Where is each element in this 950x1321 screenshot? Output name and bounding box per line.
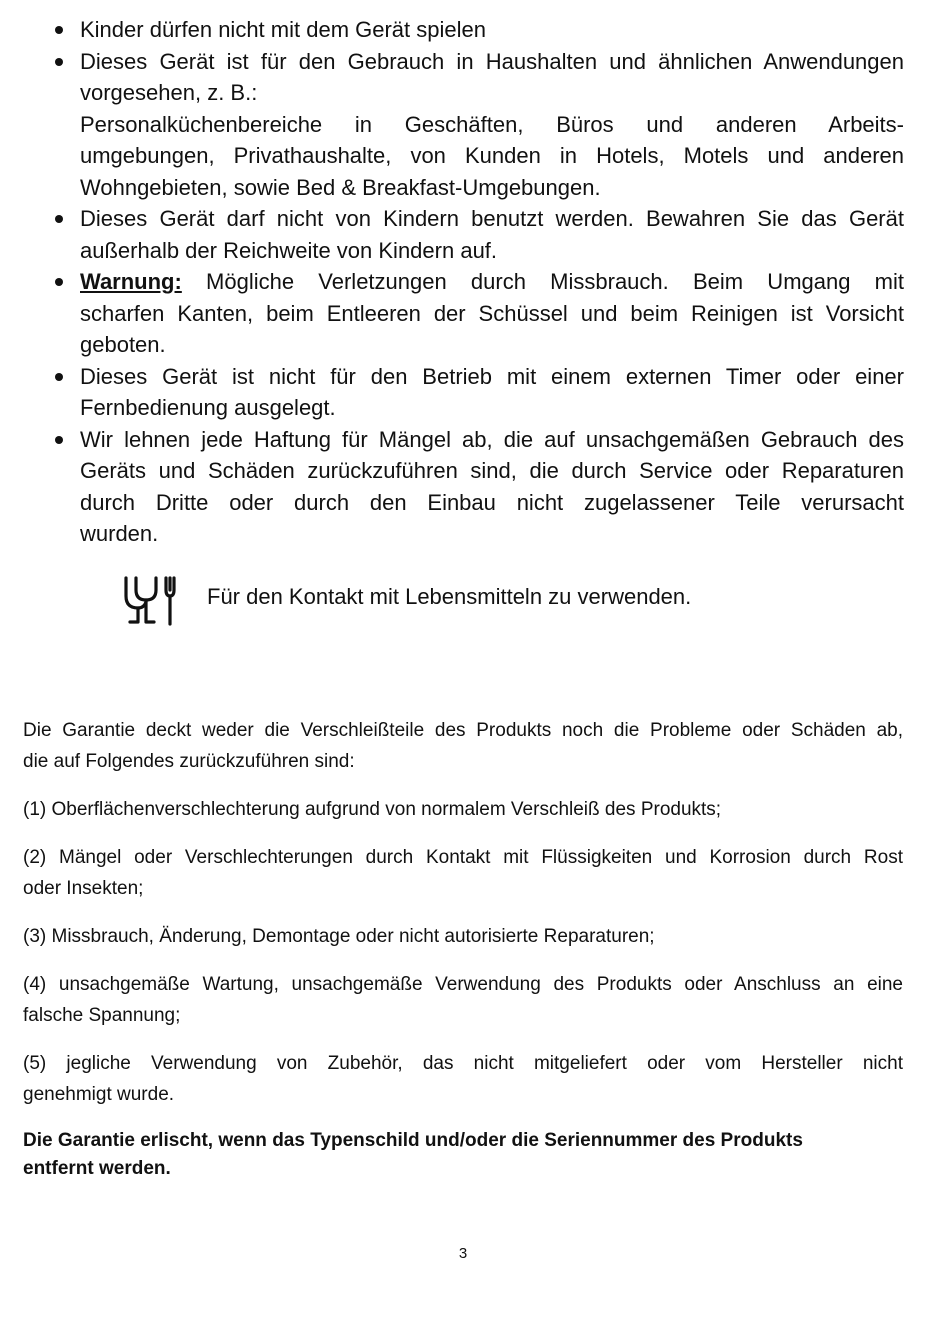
- bullet-item: [0, 203, 950, 266]
- warranty-section: [23, 715, 903, 1200]
- warranty-line: die auf Folgendes zurückzuführen sind:: [23, 751, 355, 772]
- warranty-exclusion-item: [23, 794, 903, 825]
- bullet-line: Dieses Gerät ist nicht für den Betrieb mit einem externen Timer oder einer: [80, 363, 904, 389]
- bullet-line: Dieses Gerät darf nicht von Kindern benutzt werden. Bewahren Sie das Gerät: [80, 206, 904, 231]
- warranty-void-notice: [23, 1127, 903, 1183]
- warranty-line: oder Insekten;: [23, 878, 144, 899]
- bullet-line: [80, 266, 904, 298]
- warranty-line: entfernt werden.: [23, 1158, 171, 1179]
- bullet-line: Dieses Gerät ist für den Gebrauch in Haushalten und ähnlichen Anwendungen: [80, 48, 904, 74]
- warranty-intro: [23, 715, 903, 777]
- bullet-line: Kinder dürfen nicht mit dem Gerät spielen: [80, 17, 486, 42]
- warranty-line: (1) Oberflächenverschlechterung aufgrund von normalem Verschleiß des Produkts;: [23, 799, 722, 820]
- bullet-item-warning: [0, 266, 950, 361]
- bullet-item: [0, 14, 950, 46]
- bullet-line: umgebungen, Privathaushalte, von Kunden in Hotels, Motels und anderen: [80, 143, 904, 168]
- bullet-item: [0, 424, 950, 550]
- bullet-line: durch Dritte oder durch den Einbau nicht zugelassener Teile verursacht: [80, 489, 904, 515]
- bullet-item: [0, 361, 950, 424]
- bullet-dot: [55, 278, 63, 286]
- warranty-exclusion-item: [23, 969, 903, 1031]
- bullet-line: geboten.: [80, 332, 166, 357]
- glass-fork-food-safe-icon: [122, 574, 178, 628]
- page-number: 3: [458, 1245, 468, 1262]
- food-contact-text: Für den Kontakt mit Lebensmitteln zu verwenden.: [207, 584, 692, 609]
- warranty-exclusion-item: [23, 842, 903, 904]
- warranty-exclusion-item: [23, 1048, 903, 1110]
- bullet-line: Wir lehnen jede Haftung für Mängel ab, die auf unsachgemäßen Gebrauch des: [80, 426, 904, 452]
- bullet-line: Wohngebieten, sowie Bed & Breakfast-Umgebungen.: [80, 174, 601, 200]
- bullet-line: vorgesehen, z. B.:: [80, 80, 258, 105]
- bullet-line: Fernbedienung ausgelegt.: [80, 395, 336, 420]
- food-contact-row: [122, 574, 822, 630]
- bullet-line: Geräts und Schäden zurückzuführen sind, die durch Service oder Reparaturen: [80, 458, 904, 483]
- warranty-line: genehmigt wurde.: [23, 1084, 175, 1105]
- warranty-line: falsche Spannung;: [23, 1005, 181, 1026]
- bullet-line: wurden.: [80, 521, 159, 546]
- bullet-item: [0, 46, 950, 204]
- warranty-line: (2) Mängel oder Verschlechterungen durch Kontakt mit Flüssigkeiten und Korrosion durch Rost: [23, 847, 903, 868]
- warranty-line: Die Garantie erlischt, wenn das Typenschild und/oder die Seriennummer des Produkts: [23, 1130, 803, 1151]
- bullet-dot: [55, 436, 63, 444]
- warranty-line: (3) Missbrauch, Änderung, Demontage oder nicht autorisierte Reparaturen;: [23, 926, 655, 947]
- bullet-line: scharfen Kanten, beim Entleeren der Schüssel und beim Reinigen ist Vorsicht: [80, 300, 904, 326]
- warning-text: Mögliche Verletzungen durch Missbrauch. Beim Umgang mit: [181, 269, 904, 294]
- bullet-line: Personalküchenbereiche in Geschäften, Büros und anderen Arbeits-: [80, 111, 904, 137]
- warning-label: Warnung:: [80, 269, 182, 294]
- safety-bullet-list: [0, 14, 950, 550]
- warranty-line: (4) unsachgemäße Wartung, unsachgemäße Verwendung des Produkts oder Anschluss an eine: [23, 974, 903, 995]
- bullet-dot: [55, 215, 63, 223]
- bullet-dot: [55, 26, 63, 34]
- warranty-line: Die Garantie deckt weder die Verschleißteile des Produkts noch die Probleme oder Schäden ab,: [23, 720, 903, 741]
- bullet-dot: [55, 373, 63, 381]
- warranty-exclusion-item: [23, 921, 903, 952]
- bullet-line: außerhalb der Reichweite von Kindern auf.: [80, 237, 498, 263]
- warranty-line: (5) jegliche Verwendung von Zubehör, das nicht mitgeliefert oder vom Hersteller nicht: [23, 1053, 903, 1074]
- bullet-dot: [55, 58, 63, 66]
